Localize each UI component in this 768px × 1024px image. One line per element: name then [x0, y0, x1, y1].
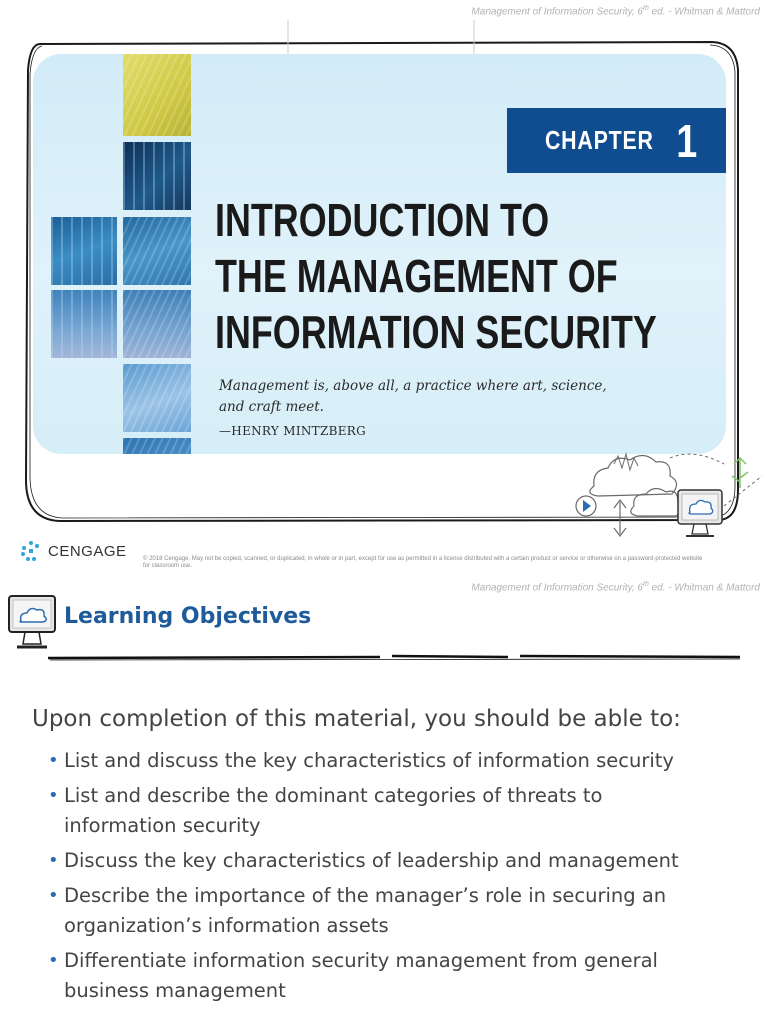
header-note: Management of Information Security, 6th ed. - Whitman & Mattord — [471, 5, 760, 18]
cover-title-line: INTRODUCTION TO — [215, 194, 550, 246]
tile-fingerprint — [123, 364, 191, 432]
cloud-network-icon — [574, 446, 764, 556]
chapter-badge — [507, 108, 726, 173]
bullet-icon: • — [48, 885, 59, 906]
cover-quote — [219, 376, 639, 418]
objectives-intro: Upon completion of this material, you should be able to: — [32, 706, 681, 732]
bullet-icon: • — [48, 850, 59, 871]
cover-title-line: THE MANAGEMENT OF — [215, 250, 618, 302]
tile-fingerprint — [123, 438, 191, 454]
objectives-list — [48, 746, 748, 1011]
cengage-logo — [20, 540, 127, 562]
quote-line: Management is, above all, a practice where art, science, — [219, 378, 607, 394]
cover-title — [215, 192, 657, 360]
list-item: • Differentiate information security management from general business management — [48, 946, 748, 1006]
tile-yellow — [123, 54, 191, 136]
bullet-icon: • — [48, 785, 59, 806]
list-item: • Discuss the key characteristics of leadership and management — [48, 846, 748, 876]
tile-binary — [51, 217, 117, 285]
copyright-notice: © 2018 Cengage. May not be copied, scanned, or duplicated, in whole or in part, except for use as permitted in a license distributed with a certain product or service or otherwise on a password-protected website for classroom use. — [143, 556, 703, 569]
header-note: Management of Information Security, 6th ed. - Whitman & Mattord — [471, 581, 760, 594]
bullet-icon: • — [48, 750, 59, 771]
chapter-number: 1 — [676, 114, 698, 167]
list-item: • List and discuss the key characteristics of information security — [48, 746, 748, 776]
tile-binary — [123, 142, 191, 210]
tile-fingerprint — [123, 217, 191, 285]
cengage-logo-icon — [20, 540, 42, 562]
cover-title-line: INFORMATION SECURITY — [215, 306, 657, 358]
list-item: • List and describe the dominant categories of threats to information security — [48, 781, 748, 841]
title-underline — [0, 650, 768, 664]
tile-binary — [51, 290, 117, 358]
objectives-slide — [0, 576, 768, 1024]
tile-fingerprint — [123, 290, 191, 358]
cengage-wordmark: CENGAGE — [48, 542, 127, 560]
bullet-icon: • — [48, 950, 59, 971]
cloud-monitor-icon — [7, 594, 59, 652]
quote-author: —HENRY MINTZBERG — [219, 424, 366, 438]
list-item: • Describe the importance of the manager’s role in securing an organization’s information assets — [48, 881, 748, 941]
quote-line: and craft meet. — [219, 399, 324, 415]
slide-title: Learning Objectives — [64, 604, 312, 629]
chapter-word: CHAPTER — [545, 125, 655, 155]
book-cover — [33, 54, 726, 454]
